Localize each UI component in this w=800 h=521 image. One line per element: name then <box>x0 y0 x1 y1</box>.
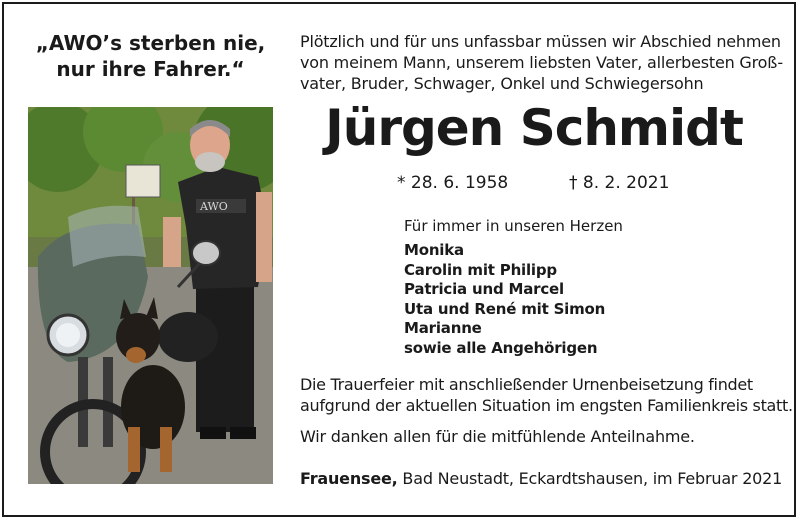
funeral-notice <box>300 374 793 416</box>
intro-line-2: von meinem Mann, unserem liebsten Vater, allerbesten Groß- <box>300 53 783 72</box>
deceased-name: Jürgen Schmidt <box>325 99 743 157</box>
funeral-line-2: aufgrund der aktuellen Situation im engsten Familienkreis statt. <box>300 396 793 415</box>
intro-line-1: Plötzlich und für uns unfassbar müssen wir Abschied nehmen <box>300 32 781 51</box>
funeral-line-1: Die Trauerfeier mit anschließender Urnenbeisetzung findet <box>300 375 753 394</box>
mourners-list <box>404 241 605 359</box>
birth-date: * 28. 6. 1958 <box>397 173 509 193</box>
place-and-date <box>300 468 782 489</box>
in-our-hearts-line: Für immer in unseren Herzen <box>404 217 623 235</box>
deceased-photo <box>28 107 273 484</box>
place-primary: Frauensee, <box>300 469 398 488</box>
death-date: † 8. 2. 2021 <box>569 173 670 193</box>
motto-line-1: „AWO’s sterben nie, <box>35 31 266 55</box>
motto-line-2: nur ihre Fahrer.“ <box>56 57 245 81</box>
mourner-item: Marianne <box>404 319 482 338</box>
mourner-item: Patricia und Marcel <box>404 280 564 299</box>
shirt-lettering: AWO <box>200 200 228 213</box>
intro-text <box>300 31 783 94</box>
thanks-line: Wir danken allen für die mitfühlende Anteilnahme. <box>300 427 695 446</box>
mourner-item: Uta und René mit Simon <box>404 299 606 318</box>
motto-quote <box>18 30 283 82</box>
place-rest: Bad Neustadt, Eckardtshausen, im Februar 2021 <box>397 469 783 488</box>
mourner-item: sowie alle Angehörigen <box>404 338 598 357</box>
mourner-item: Monika <box>404 241 464 259</box>
intro-line-3: vater, Bruder, Schwager, Onkel und Schwiegersohn <box>300 74 704 93</box>
mourner-item: Carolin mit Philipp <box>404 260 557 279</box>
